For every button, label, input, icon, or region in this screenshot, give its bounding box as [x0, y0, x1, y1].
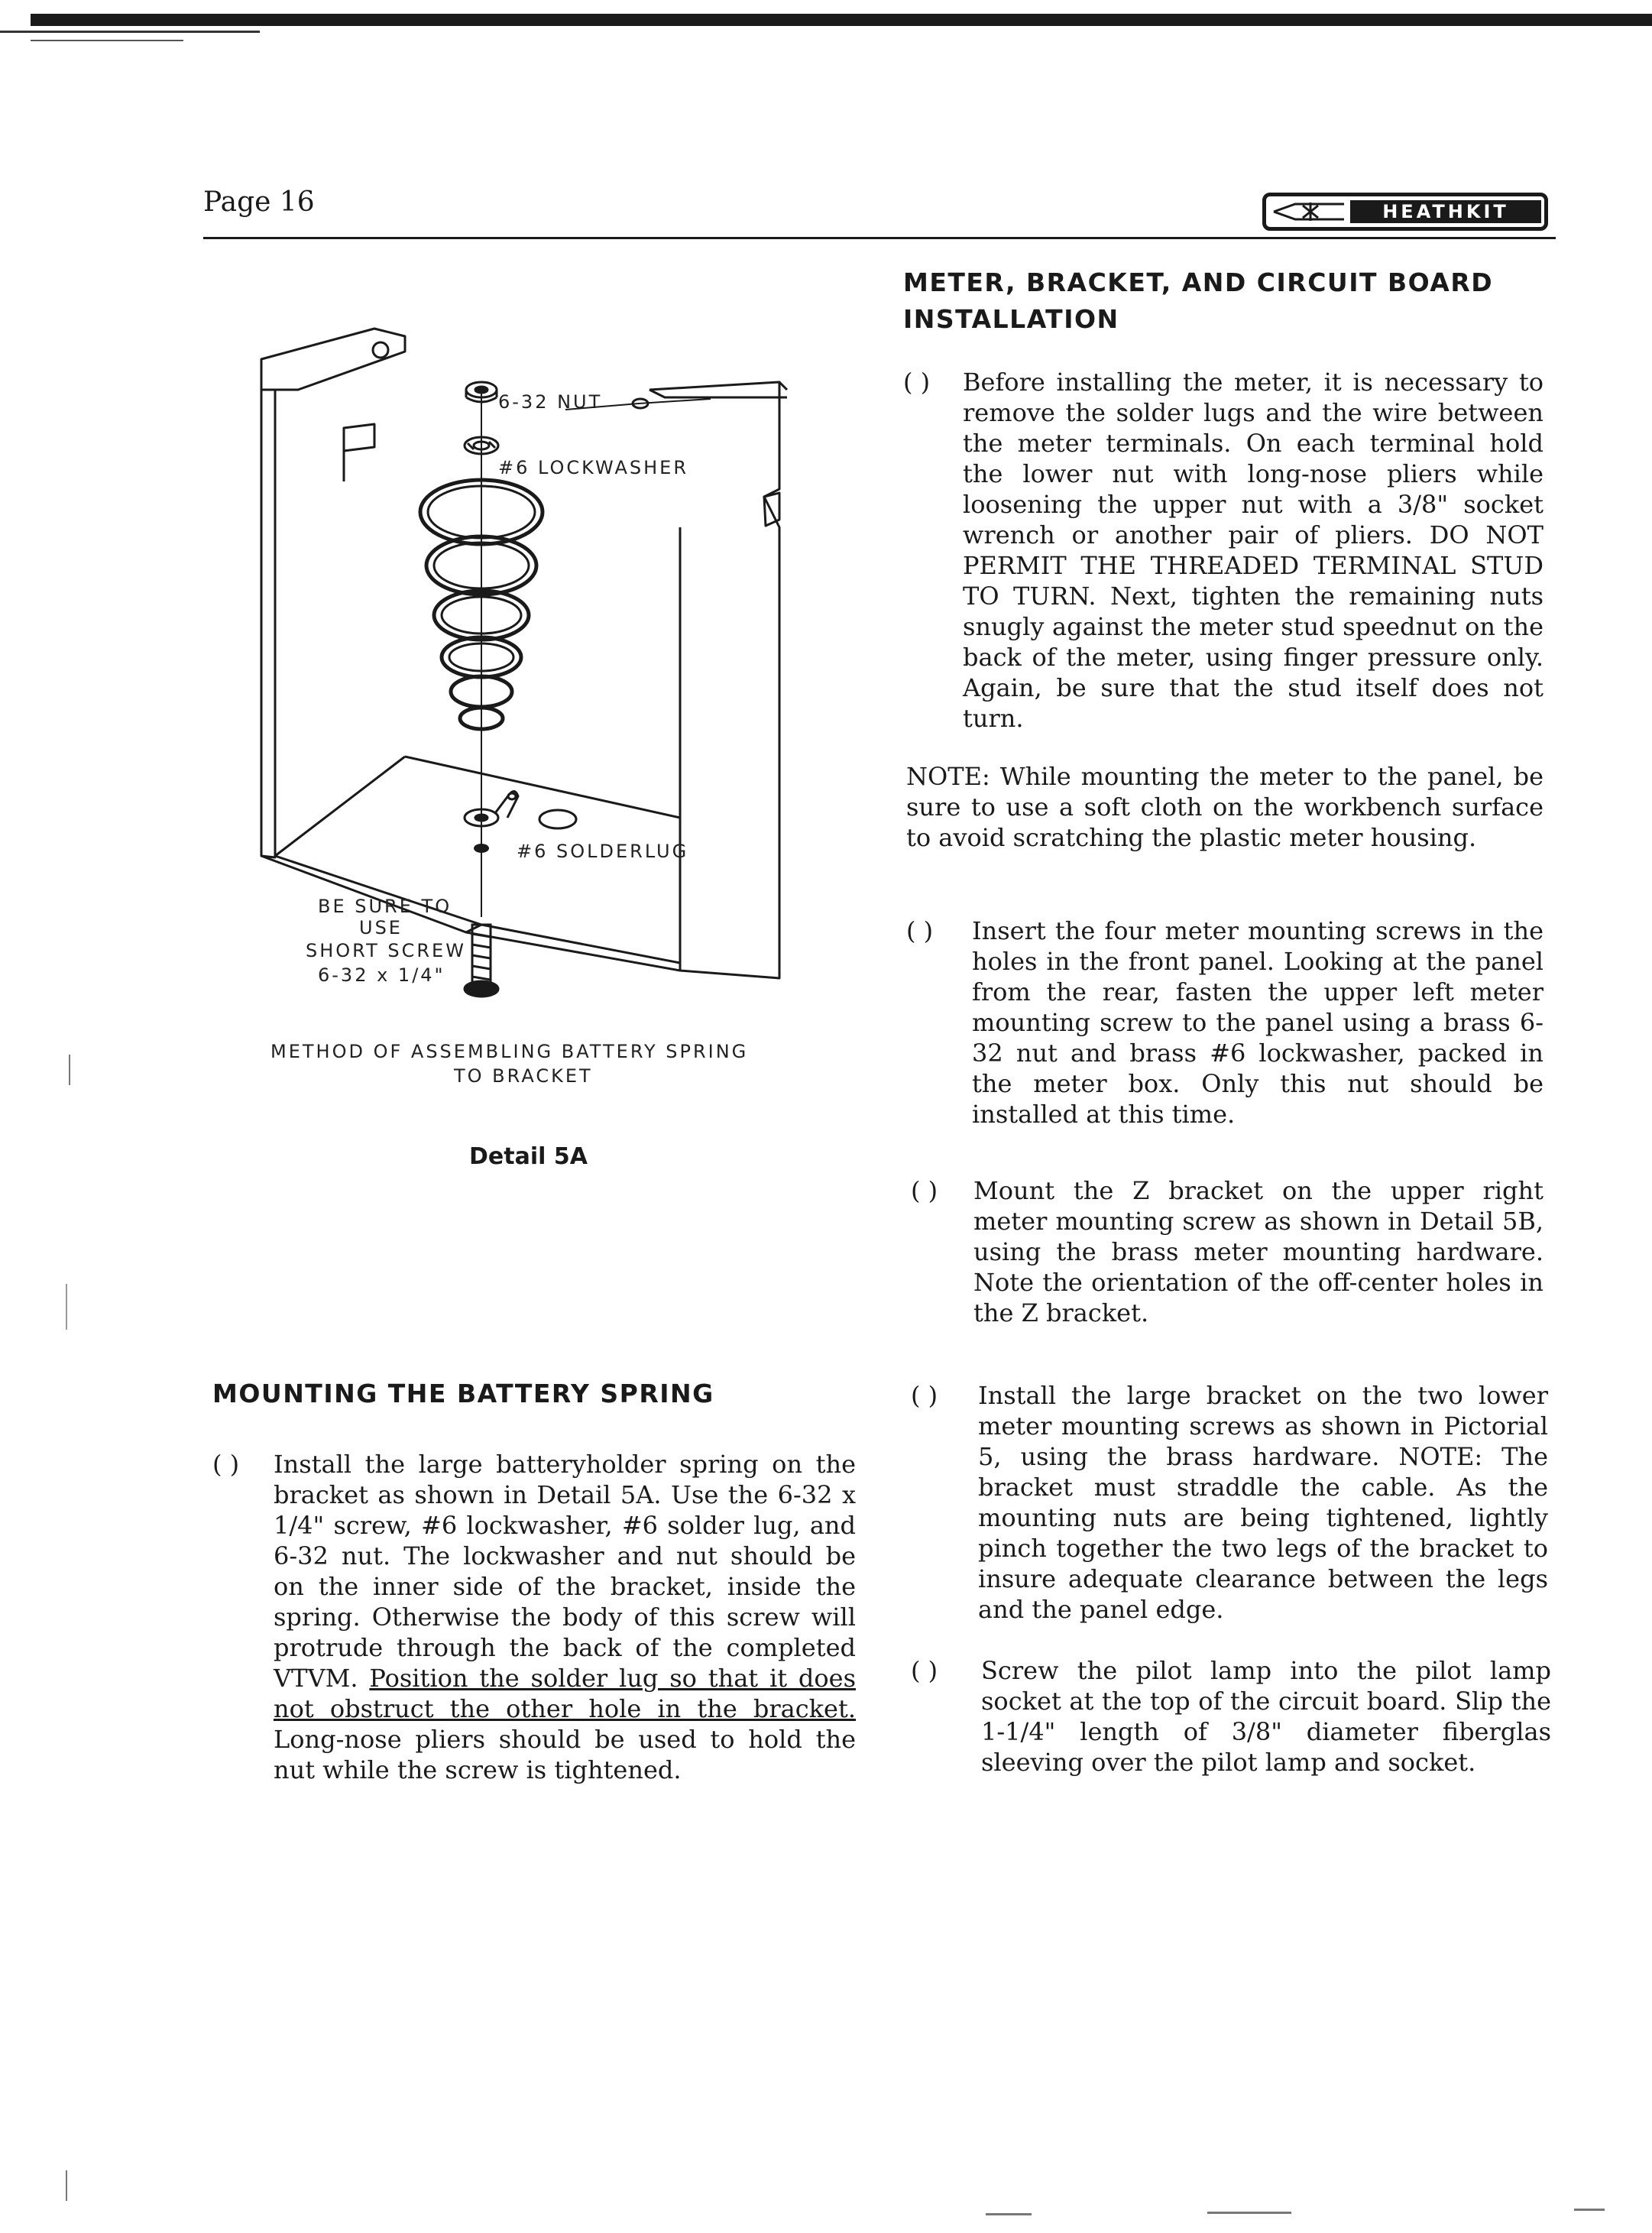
step-text-part1: Install the large batteryholder spring on the bracket as shown in Detail 5A. Use the 6-32 x 1/4" screw, #6 lockwasher, #6 solder lug, and 6-32 nut. The lockwasher and nut should be on the inner side of the bracket, inside the spring. Otherwise the body of this screw will protrude through the back of the completed VTVM.	[274, 1450, 856, 1693]
scan-mark	[1574, 2209, 1605, 2211]
step2-insert-mounting-screws: Insert the four meter mounting screws in the holes in the front panel. Looking at the panel from the rear, fasten the upper left meter mounting screw to the panel using a brass 6-32 nut and brass #6 lockwasher, packed in the meter box. Only this nut should be installed at this time.	[972, 916, 1543, 1129]
label-solderlug: #6 SOLDERLUG	[517, 841, 689, 862]
heathkit-logo	[1262, 193, 1548, 231]
short-screw-icon	[465, 925, 498, 997]
step-text-underlined: Position the solder lug so that it does not obstruct the other hole in the bracket.	[274, 1664, 857, 1723]
heading-meter-installation-line1: METER, BRACKET, AND CIRCUIT BOARD	[903, 267, 1494, 297]
top-rule	[31, 14, 1652, 26]
label-note-line4: 6-32 x 1/4"	[318, 964, 445, 986]
tab-hole	[373, 342, 388, 358]
bracket-clip	[344, 424, 374, 481]
scan-mark	[69, 1055, 70, 1085]
logo-wordmark: HEATHKIT	[1350, 200, 1541, 223]
step-text-part2: Long-nose pliers should be used to hold the nut while the screw is tightened.	[274, 1725, 856, 1784]
nut-leader-line	[565, 394, 795, 425]
step-battery-spring	[274, 1449, 856, 1785]
checkbox-step2[interactable]: ( )	[906, 916, 934, 945]
checkbox-step4[interactable]: ( )	[911, 1381, 938, 1410]
top-rule-thin-2	[31, 40, 183, 41]
checkbox-battery-spring[interactable]: ( )	[212, 1450, 240, 1479]
label-note-line1: BE SURE TO	[318, 896, 452, 917]
step3-mount-z-bracket: Mount the Z bracket on the upper right meter mounting screw as shown in Detail 5B, using the brass meter mounting hardware. Note the orientation of the off-center holes in the Z bracket.	[973, 1176, 1543, 1327]
label-note-line2: USE	[359, 917, 403, 938]
bracket-floor	[261, 757, 680, 971]
note-soft-cloth: NOTE: While mounting the meter to the panel, be sure to use a soft cloth on the workbench surface to avoid scratching the plastic meter housing.	[906, 762, 1543, 852]
scan-mark	[66, 1284, 67, 1330]
detail-label: Detail 5A	[469, 1143, 588, 1170]
step1-remove-solder-lugs: Before installing the meter, it is necessary to remove the solder lugs and the wire between the meter terminals. On each terminal hold the lower nut with long-nose pliers while loosening the upper nut with a 3/8" socket wrench or another pair of pliers. DO NOT PERMIT THE THREADED TERMINAL STUD TO TURN. Next, tighten the remaining nuts snugly against the meter stud speednut on the back of the meter, using finger pressure only. Again, be sure that the stud itself does not turn.	[963, 368, 1543, 733]
label-nut: 6-32 NUT	[498, 391, 603, 413]
floor-hole	[539, 810, 576, 828]
logo-mark-icon	[1272, 199, 1346, 224]
checkbox-step5[interactable]: ( )	[911, 1656, 938, 1685]
solder-lug-icon	[465, 791, 518, 826]
heading-mounting-battery-spring: MOUNTING THE BATTERY SPRING	[212, 1379, 714, 1408]
checkbox-step1[interactable]: ( )	[903, 368, 931, 397]
bracket-notch	[764, 493, 779, 526]
heading-meter-installation-line2: INSTALLATION	[903, 304, 1119, 334]
page-number: Page 16	[203, 186, 315, 218]
figure-caption-line1: METHOD OF ASSEMBLING BATTERY SPRING	[270, 1041, 749, 1062]
top-rule-thin	[0, 31, 260, 33]
scan-mark	[66, 2170, 67, 2201]
scan-mark	[986, 2213, 1032, 2215]
step4-install-large-bracket: Install the large bracket on the two lower meter mounting screws as shown in Pictorial 5, using the brass hardware. NOTE: The bracket must straddle the cable. As the mounting nuts are being tightened, lightly pinch together the two legs of the bracket to insure adequate clearance between the legs and the panel edge.	[978, 1381, 1548, 1624]
label-lockwasher: #6 LOCKWASHER	[498, 457, 689, 478]
figure-caption-line2: TO BRACKET	[454, 1065, 593, 1087]
bracket-left-wall	[261, 359, 275, 857]
step5-pilot-lamp: Screw the pilot lamp into the pilot lamp socket at the top of the circuit board. Slip the 1-1/4" length of 3/8" diameter fiberglas sleeving over the pilot lamp and socket.	[981, 1656, 1551, 1777]
header-rule	[203, 237, 1556, 239]
label-note-line3: SHORT SCREW	[306, 940, 466, 961]
checkbox-step3[interactable]: ( )	[911, 1176, 938, 1205]
bracket-top-tab	[261, 329, 405, 390]
scan-mark	[1207, 2212, 1291, 2214]
